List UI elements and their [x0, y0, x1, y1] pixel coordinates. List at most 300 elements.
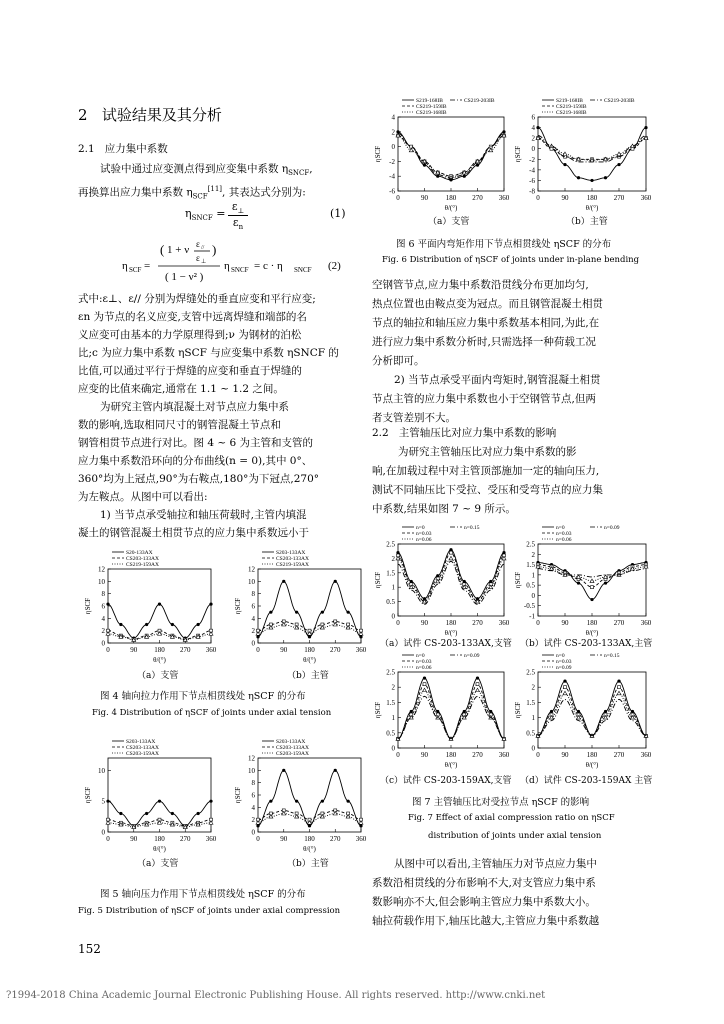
series-line: [398, 678, 504, 739]
y-tick-label: 1: [391, 714, 395, 723]
y-tick-label: 0.5: [526, 581, 535, 590]
text: 其表达式分别为:: [228, 186, 306, 199]
data-point: [119, 623, 122, 626]
y-axis-label: ηSCF: [234, 597, 242, 615]
legend-label: CS219-168IB: [556, 110, 587, 116]
data-point: [409, 148, 413, 152]
data-point: [577, 575, 581, 579]
series-line: [398, 136, 504, 177]
x-tick-label: 90: [561, 751, 569, 759]
text-line: 热点位置也由鞍点变为冠点。而且钢管混凝土相贯: [372, 298, 603, 310]
fig7-caption-en1: Fig. 7 Effect of axial compression ratio on ηSCF: [408, 813, 615, 823]
legend-label: CS219-203IB: [464, 98, 495, 104]
series-line: [538, 138, 646, 159]
x-tick-label: 270: [472, 619, 483, 627]
text-line: 为研究主管内填混凝土对节点应力集中系: [100, 401, 289, 413]
text-line: 响,在加载过程中对主管顶部施加一定的轴向压力,: [372, 465, 600, 477]
x-tick-label: 180: [304, 835, 315, 843]
x-tick-label: 90: [561, 619, 569, 627]
text-line: 分析即可。: [372, 355, 425, 367]
legend-label: CS203-159AX: [126, 751, 160, 757]
legend-label: CS219-168IB: [416, 110, 447, 116]
legend-label: n=0.09: [464, 653, 480, 659]
y-tick-label: 6: [531, 113, 535, 122]
data-point: [359, 635, 362, 638]
y-tick-label: 12: [248, 754, 255, 763]
text-line: 轴拉荷载作用下,轴压比越大,主管应力集中系数越: [372, 915, 600, 927]
data-point: [563, 163, 566, 166]
series-line: [398, 133, 504, 178]
equation-1: $\eta_{SNCF}$ =: [185, 207, 226, 223]
data-point: [119, 812, 122, 815]
legend-label: CS219-159IB: [556, 104, 587, 110]
data-point: [106, 603, 109, 606]
y-tick-label: 0: [391, 612, 395, 621]
legend-label: n=0: [416, 653, 425, 659]
y-axis-label: ηSCF: [514, 145, 522, 163]
y-tick-label: 0: [531, 145, 535, 154]
x-axis-label: θ/(°): [444, 629, 458, 637]
x-tick-label: 270: [180, 646, 191, 654]
series-line: [258, 770, 361, 826]
data-point: [604, 575, 608, 579]
x-tick-label: 180: [445, 751, 457, 759]
y-tick-label: 8: [251, 779, 255, 788]
x-axis-label: θ/(°): [444, 204, 458, 212]
fig7d-chart: [512, 650, 652, 772]
fig5a-chart: [82, 736, 217, 856]
fig7-caption-en2: distribution of joints under axial tension: [428, 831, 602, 841]
x-tick-label: 90: [280, 835, 288, 843]
y-tick-label: -8: [529, 187, 535, 196]
data-point: [256, 824, 259, 827]
text-line: 为研究主管轴压比对应力集中系数的影: [398, 446, 577, 458]
y-tick-label: -6: [389, 187, 395, 196]
y-tick-label: 8: [251, 590, 255, 599]
legend-label: n=0.06: [556, 537, 572, 543]
data-point: [617, 691, 621, 695]
fig4-caption-cn: 图 4 轴向拉力作用下节点相贯线处 ηSCF 的分布: [100, 691, 306, 702]
y-axis-label: ηSCF: [374, 701, 382, 719]
y-tick-label: 2: [251, 816, 255, 825]
y-tick-label: 0.5: [386, 729, 395, 738]
y-axis-label: ηSCF: [374, 145, 382, 163]
x-tick-label: 90: [561, 194, 569, 202]
data-point: [550, 710, 553, 713]
x-tick-label: 360: [640, 619, 652, 627]
data-point: [563, 691, 567, 695]
y-tick-label: 1.5: [526, 698, 535, 707]
y-tick-label: 0: [391, 744, 395, 753]
data-point: [423, 164, 426, 167]
x-tick-label: 0: [106, 646, 110, 654]
y-tick-label: 2: [391, 128, 395, 137]
data-point: [590, 598, 593, 601]
data-point: [577, 581, 580, 584]
text-line: 2) 当节点承受平面内弯矩时,钢管混凝土相贯: [394, 374, 601, 386]
x-tick-label: 180: [445, 619, 457, 627]
x-tick-label: 0: [536, 751, 540, 759]
eq1-num: ε: [231, 200, 238, 213]
y-tick-label: 2: [101, 627, 105, 636]
y-tick-label: 2.5: [386, 668, 395, 677]
y-tick-label: 1: [391, 583, 395, 592]
y-tick-label: 1.5: [386, 698, 395, 707]
svg-text:): ): [212, 242, 217, 257]
y-tick-label: 8: [101, 590, 105, 599]
data-point: [476, 688, 480, 692]
data-point: [564, 686, 567, 689]
x-tick-label: 360: [498, 751, 510, 759]
data-point: [256, 635, 259, 638]
legend-label: n=0.15: [604, 653, 620, 659]
data-point: [158, 800, 161, 803]
y-tick-label: -2: [389, 157, 395, 166]
data-point: [617, 152, 621, 156]
fig7c-chart: [372, 650, 510, 772]
x-tick-label: 180: [586, 751, 598, 759]
data-point: [631, 710, 634, 713]
fig7-caption-cn: 图 7 主管轴压比对受拉节点 ηSCF 的影响: [412, 797, 590, 808]
legend-label: n=0.09: [556, 665, 572, 671]
x-tick-label: 0: [256, 646, 260, 654]
data-point: [321, 611, 324, 614]
y-tick-label: 12: [248, 565, 255, 574]
text-line: 应变的比值来确定,通常在 1.1 ~ 1.2 之间。: [78, 383, 284, 395]
x-tick-label: 180: [154, 835, 165, 843]
y-tick-label: -6: [529, 176, 535, 185]
fig4a-chart: [82, 547, 217, 667]
legend-label: S219-168IB: [416, 98, 443, 104]
svg-text:ε: ε: [196, 253, 200, 263]
fig6-sub-a: （a）支管: [428, 217, 470, 227]
subsection-number: 2.2: [372, 427, 389, 439]
fig6-caption-en: Fig. 6 Distribution of ηSCF of joints under in-plane bending: [382, 255, 640, 265]
data-point: [334, 769, 337, 772]
y-tick-label: 2: [391, 554, 395, 563]
data-point: [145, 623, 148, 626]
series-line: [398, 690, 504, 739]
text: 再换算出应力集中系数 η: [78, 186, 193, 199]
y-tick-label: 1: [531, 571, 535, 580]
y-tick-label: -4: [389, 172, 395, 181]
data-point: [604, 581, 607, 584]
data-point: [423, 683, 426, 686]
fig6b-chart: [512, 95, 652, 215]
data-point: [171, 623, 174, 626]
svg-text:1 + ν: 1 + ν: [167, 244, 190, 256]
y-tick-label: 0.5: [526, 729, 535, 738]
x-tick-label: 360: [205, 646, 217, 654]
data-point: [449, 556, 453, 560]
data-point: [450, 551, 453, 554]
data-point: [209, 800, 212, 803]
para1-line2: 再换算出应力集中系数 $\eta_{SCF}[11]$, 其表达式分别为:: [78, 185, 306, 201]
y-tick-label: -4: [529, 166, 535, 175]
x-tick-label: 360: [355, 646, 367, 654]
y-axis-label: ηSCF: [374, 571, 382, 589]
x-tick-label: 360: [640, 751, 652, 759]
eq1-number: (1): [330, 207, 346, 220]
y-axis-label: ηSCF: [514, 701, 522, 719]
data-point: [617, 163, 620, 166]
text-line: 比;c 为应力集中系数 ηSCF 与应变集中系数 ηSNCF 的: [78, 347, 339, 359]
fig7b-chart: [512, 522, 652, 640]
data-point: [308, 824, 311, 827]
y-tick-label: 4: [531, 124, 535, 133]
fig7-sub-d: （d）试件 CS-203-159AX 主管: [520, 776, 653, 786]
svg-text:η: η: [224, 260, 230, 272]
x-tick-label: 90: [421, 194, 428, 202]
text-line: 进行应力集中系数分析时,只需选择一种荷载工况: [372, 336, 596, 348]
legend-label: n=0: [556, 653, 565, 659]
text-line: 为左鞍点。从图中可以看出:: [78, 491, 208, 503]
series-line: [398, 684, 504, 739]
fig5-sub-b: （b）主管: [287, 859, 329, 869]
fig4-caption-en: Fig. 4 Distribution of ηSCF of joints under axial tension: [92, 708, 332, 718]
x-tick-label: 270: [472, 194, 483, 202]
y-axis-label: ηSCF: [234, 786, 242, 804]
y-tick-label: 2.5: [386, 540, 395, 549]
x-tick-label: 0: [396, 751, 400, 759]
legend-label: n=0.09: [604, 525, 620, 531]
y-axis-label: ηSCF: [84, 597, 92, 615]
y-tick-label: 10: [98, 766, 105, 775]
equation-2: [120, 236, 360, 286]
x-tick-label: 360: [205, 835, 217, 843]
data-point: [347, 611, 350, 614]
data-point: [618, 686, 621, 689]
legend-label: n=0.03: [416, 659, 432, 665]
legend-label: CS219-159IB: [416, 104, 447, 110]
text-line: 空钢管节点,应力集中系数沿贯线分布更加均匀,: [372, 279, 589, 291]
text-line: 测试不同轴压比下受拉、受压和受弯节点的应力集: [372, 484, 603, 496]
y-axis-label: ηSCF: [514, 571, 522, 589]
legend-label: n=0.06: [416, 537, 432, 543]
series-line: [538, 128, 646, 181]
subsection-number: 2.1: [78, 143, 95, 155]
y-tick-label: 4: [251, 614, 255, 623]
x-axis-label: θ/(°): [153, 656, 166, 664]
data-point: [476, 683, 479, 686]
legend-label: n=0: [416, 525, 425, 531]
fig6-caption-cn: 图 6 平面内弯矩作用下节点相贯线处 ηSCF 的分布: [396, 239, 612, 250]
y-tick-label: 6: [101, 602, 105, 611]
y-tick-label: -0.5: [523, 602, 535, 611]
data-point: [295, 611, 298, 614]
legend-label: S203-133AX: [276, 550, 306, 556]
y-tick-label: 2.5: [526, 540, 535, 549]
data-point: [334, 580, 337, 583]
legend-label: S203-133AX: [126, 739, 156, 745]
data-point: [604, 710, 607, 713]
text-line: 者支管差别不大。: [372, 412, 456, 424]
series-line: [398, 696, 504, 739]
legend-label: n=0.06: [416, 665, 432, 671]
data-point: [617, 680, 620, 683]
svg-text:η: η: [122, 260, 128, 272]
svg-text:⊥: ⊥: [201, 259, 207, 265]
fig7-sub-b: （b）试件 CS-203-133AX,主管: [520, 639, 653, 649]
data-point: [197, 812, 200, 815]
x-tick-label: 270: [472, 751, 483, 759]
x-tick-label: 0: [106, 835, 110, 843]
y-tick-label: 1: [531, 714, 535, 723]
fig5-caption-cn: 图 5 轴向压力作用下节点相贯线处 ηSCF 的分布: [100, 889, 306, 900]
plot-frame: [398, 544, 504, 616]
svg-text://: //: [201, 245, 205, 251]
fig4b-chart: [232, 547, 367, 667]
y-tick-label: 1.5: [526, 561, 535, 570]
eq1-lhs: η: [185, 207, 192, 220]
fig4-sub-a: （a）支管: [137, 671, 179, 681]
subsection-title: 主管轴压比对应力集中系数的影响: [398, 427, 557, 439]
data-point: [644, 126, 647, 129]
data-point: [209, 603, 212, 606]
text-line: 数影响亦不大,但会影响主管应力集中系数大小。: [372, 896, 596, 908]
x-tick-label: 90: [421, 751, 428, 759]
eq1-den: ε: [232, 216, 239, 230]
text-line: 比值,可以通过平行于焊缝的应变和垂直于焊缝的: [78, 365, 302, 377]
fig6a-chart: [372, 95, 510, 215]
text-line: 数的影响,选取相同尺寸的钢管混凝土节点和: [78, 419, 281, 431]
fig5b-chart: [232, 736, 367, 856]
text-line: 节点主管的应力集中系数也小于空钢管节点,但两: [372, 393, 596, 405]
y-tick-label: 5: [101, 797, 105, 806]
x-tick-label: 180: [304, 646, 315, 654]
fig7-sub-a: （a）试件 CS-203-133AX,支管: [380, 639, 512, 649]
x-tick-label: 270: [613, 194, 625, 202]
legend-label: CS219-159AX: [276, 562, 310, 568]
fig5-caption-en: Fig. 5 Distribution of ηSCF of joints under axial compression: [78, 906, 341, 916]
svg-text:( 1 − ν² ): ( 1 − ν² ): [165, 271, 204, 283]
text-line: 系数沿相贯线的分布影响不大,对支管应力集中系: [372, 877, 596, 889]
x-tick-label: 90: [421, 619, 428, 627]
fig6-sub-b: （b）主管: [566, 217, 608, 227]
data-point: [476, 676, 479, 679]
data-point: [347, 800, 350, 803]
svg-text:= c · η: = c · η: [254, 260, 283, 272]
y-tick-label: 4: [251, 803, 255, 812]
series-line: [398, 136, 504, 178]
legend-label: n=0.03: [416, 531, 432, 537]
data-point: [158, 603, 161, 606]
y-tick-label: 2: [531, 550, 535, 559]
x-tick-label: 270: [613, 751, 625, 759]
data-point: [489, 148, 493, 152]
data-point: [321, 800, 324, 803]
y-tick-label: 2: [531, 683, 535, 692]
y-tick-label: 6: [251, 791, 255, 800]
x-axis-label: θ/(°): [585, 204, 599, 212]
y-tick-label: 0.5: [386, 598, 395, 607]
x-axis-label: θ/(°): [585, 629, 599, 637]
text-line: 从图中可以看出,主管轴压力对节点应力集中: [394, 858, 597, 870]
legend-label: n=0.03: [556, 659, 572, 665]
y-tick-label: 0: [531, 591, 535, 600]
x-tick-label: 180: [586, 194, 598, 202]
text-line: 360°均为上冠点,90°为右鞍点,180°为下冠点,270°: [78, 473, 319, 485]
legend-label: S219-168IB: [556, 98, 583, 104]
legend-label: CS219-203IB: [604, 98, 635, 104]
series-line: [398, 132, 504, 180]
data-point: [563, 680, 566, 683]
y-tick-label: 12: [98, 565, 105, 574]
legend-label: CS203-133AX: [276, 745, 310, 751]
series-line: [538, 693, 646, 736]
y-tick-label: 2: [531, 134, 535, 143]
series-line: [398, 558, 504, 601]
y-tick-label: 1.5: [386, 569, 395, 578]
fig7a-chart: [372, 522, 510, 640]
y-tick-label: 2: [391, 683, 395, 692]
data-point: [476, 164, 479, 167]
y-tick-label: 10: [248, 766, 255, 775]
data-point: [282, 580, 285, 583]
data-point: [489, 710, 492, 713]
eq2-number: (2): [328, 260, 341, 272]
x-tick-label: 270: [330, 646, 341, 654]
text-line: 中系数,结果如图 7 ~ 9 所示。: [372, 503, 516, 515]
legend-label: CS203-133AX: [126, 556, 160, 562]
data-point: [308, 635, 311, 638]
data-point: [269, 611, 272, 614]
data-point: [591, 586, 594, 589]
x-axis-label: θ/(°): [444, 761, 458, 769]
text-line: 凝土的钢管混凝土相贯节点的应力集中系数远小于: [78, 527, 309, 539]
fig5-sub-a: （a）支管: [137, 859, 179, 869]
x-tick-label: 180: [445, 194, 457, 202]
data-point: [295, 800, 298, 803]
y-tick-label: 0: [251, 639, 255, 648]
eq1-fraction: $\varepsilon_\perp$ $\varepsilon_n$: [228, 200, 248, 231]
x-axis-label: θ/(°): [303, 656, 316, 664]
data-point: [145, 812, 148, 815]
text: 试验中通过应变测点得到应变集中系数 η: [100, 163, 289, 175]
data-point: [282, 769, 285, 772]
text-line: 1) 当节点承受轴拉和轴压荷载时,主管内填混: [100, 509, 307, 521]
x-tick-label: 360: [498, 619, 510, 627]
data-point: [436, 710, 439, 713]
text-line: 应力集中系数沿环向的分布曲线(n = 0),其中 0°、: [78, 455, 313, 467]
svg-text:SNCF: SNCF: [294, 266, 312, 274]
y-axis-label: ηSCF: [84, 786, 92, 804]
copyright-footer: ?1994-2018 China Academic Journal Electronic Publishing House. All rights reserved. http://www.cnki.net: [6, 990, 546, 1001]
legend-label: n=0.15: [464, 525, 480, 531]
data-point: [536, 126, 539, 129]
x-tick-label: 0: [396, 619, 400, 627]
x-tick-label: 270: [180, 835, 191, 843]
legend-label: S203-133AX: [276, 739, 306, 745]
series-line: [538, 687, 646, 736]
subsection-heading-1: [78, 140, 168, 158]
data-point: [590, 179, 593, 182]
data-point: [410, 710, 413, 713]
x-tick-label: 90: [130, 646, 138, 654]
x-tick-label: 0: [256, 835, 260, 843]
x-tick-label: 0: [396, 194, 400, 202]
y-tick-label: 0: [101, 639, 105, 648]
section-title: 试验结果及其分析: [101, 106, 222, 124]
legend-label: CS203-159AX: [276, 751, 310, 757]
y-tick-label: 4: [101, 614, 105, 623]
x-tick-label: 180: [586, 619, 598, 627]
y-tick-label: -1: [529, 612, 535, 621]
x-tick-label: 0: [536, 619, 540, 627]
text-line: εn 为节点的名义应变,支管中远离焊缝和端部的名: [78, 311, 307, 323]
x-tick-label: 360: [498, 194, 510, 202]
data-point: [197, 623, 200, 626]
